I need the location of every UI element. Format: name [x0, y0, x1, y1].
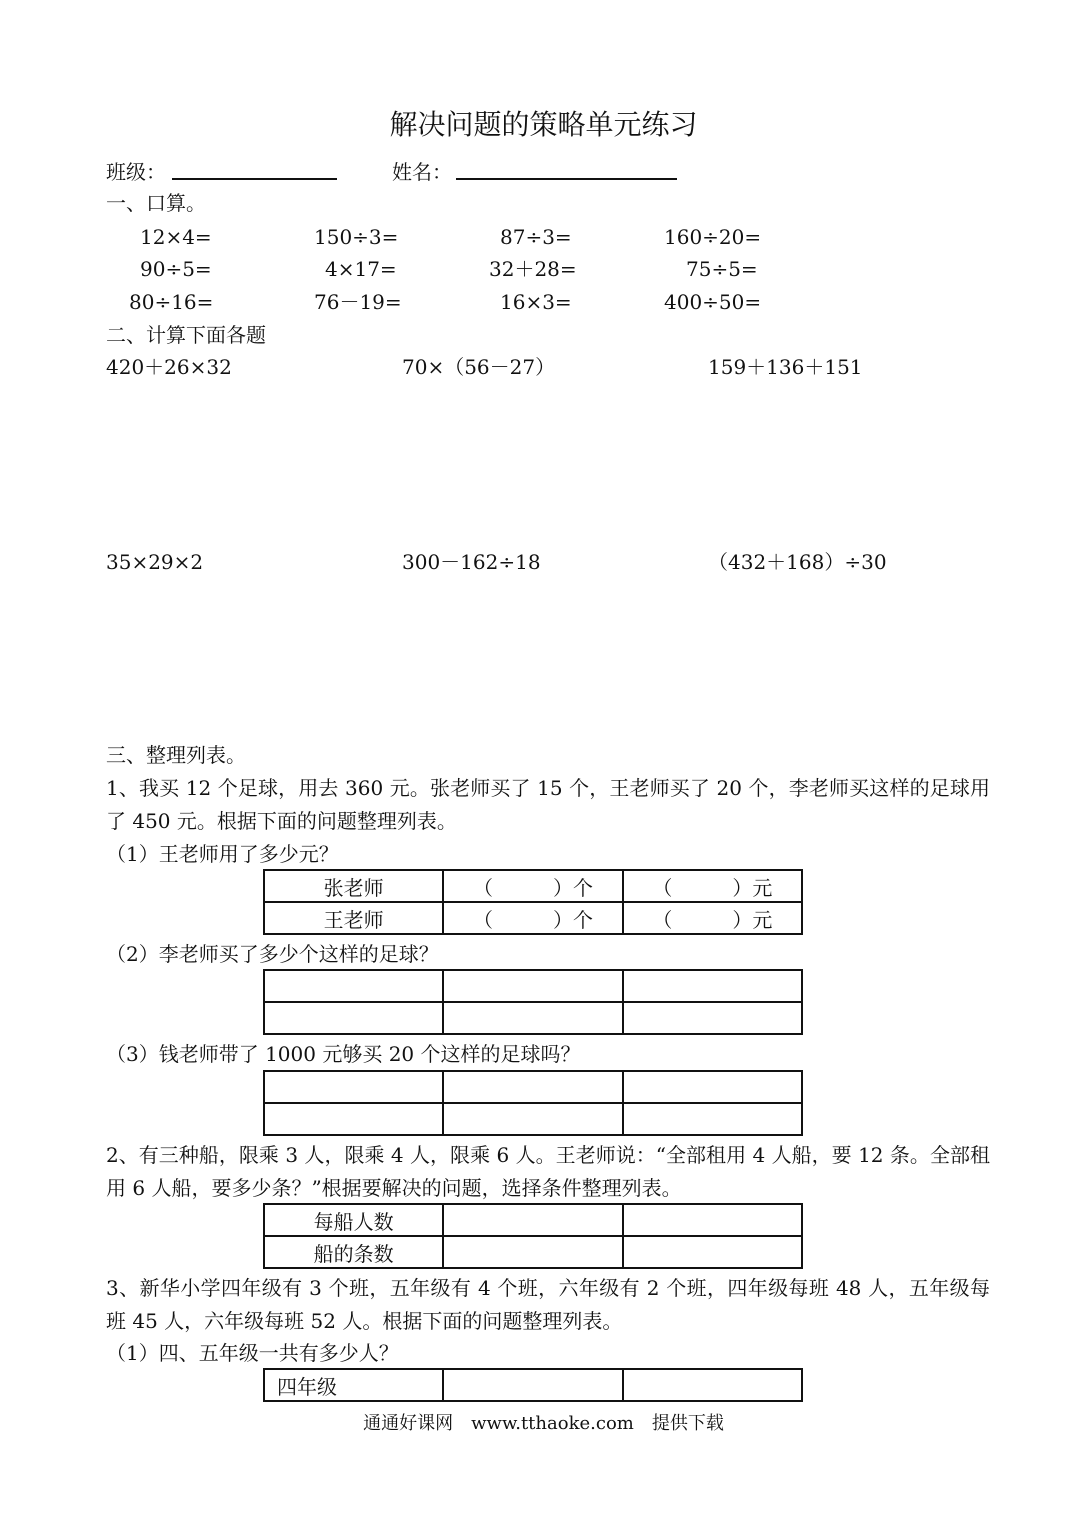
table-cell[interactable]: [443, 1002, 622, 1034]
mental-math-item: 87÷3=: [500, 225, 572, 249]
table-cell[interactable]: [623, 1236, 802, 1268]
table-cell[interactable]: [443, 1369, 622, 1401]
table-cell[interactable]: [623, 970, 802, 1002]
calc-problem: 300－162÷18: [402, 550, 541, 574]
table-cell[interactable]: [443, 1204, 622, 1236]
page-title: 解决问题的策略单元练习: [389, 108, 698, 141]
problem1-q1: （1）王老师用了多少元？: [106, 842, 339, 866]
calc-problem: 70×（56－27）: [402, 355, 556, 379]
problem1-q3-table: [263, 1070, 803, 1136]
table-cell: 王老师: [264, 902, 443, 934]
table-cell[interactable]: [443, 1103, 622, 1135]
class-blank-line[interactable]: [172, 178, 337, 180]
name-label: 姓名：: [392, 160, 452, 184]
table-cell[interactable]: [623, 1103, 802, 1135]
table-cell[interactable]: [623, 1369, 802, 1401]
table-cell[interactable]: [443, 970, 622, 1002]
calc-problem: （432＋168）÷30: [708, 550, 887, 574]
problem1-q2: （2）李老师买了多少个这样的足球？: [106, 942, 439, 966]
calc-problem: 35×29×2: [106, 550, 204, 574]
problem2-table: [263, 1203, 803, 1269]
mental-math-item: 4×17=: [325, 257, 397, 281]
problem1-q2-table: [263, 969, 803, 1035]
problem3-q1: （1）四、五年级一共有多少人？: [106, 1341, 399, 1365]
table-cell[interactable]: [623, 1071, 802, 1103]
table-cell: 船的条数: [264, 1236, 443, 1268]
problem1-q3: （3）钱老师带了 1000 元够买 20 个这样的足球吗？: [106, 1042, 581, 1066]
problem3-q1-table: [263, 1368, 803, 1402]
footer-credit: 通通好课网 www.tthaoke.com 提供下载: [363, 1413, 724, 1434]
table-cell: 每船人数: [264, 1204, 443, 1236]
mental-math-item: 16×3=: [500, 290, 572, 314]
mental-math-item: 12×4=: [140, 225, 212, 249]
problem1-q1-table: [263, 869, 803, 935]
table-cell[interactable]: （ ）个: [443, 870, 622, 902]
mental-math-item: 76－19=: [314, 290, 402, 314]
table-cell: 四年级: [264, 1369, 443, 1401]
calc-problem: 159＋136＋151: [708, 355, 863, 379]
table-cell[interactable]: [623, 1002, 802, 1034]
section2-heading: 二、计算下面各题: [106, 323, 266, 347]
table-cell: 张老师: [264, 870, 443, 902]
mental-math-item: 32＋28=: [489, 257, 577, 281]
table-cell[interactable]: [264, 1002, 443, 1034]
table-cell[interactable]: （ ）个: [443, 902, 622, 934]
name-blank-line[interactable]: [456, 178, 677, 180]
table-cell[interactable]: [443, 1236, 622, 1268]
table-cell[interactable]: [443, 1071, 622, 1103]
table-cell[interactable]: （ ）元: [623, 870, 802, 902]
problem3-text: 3、新华小学四年级有 3 个班，五年级有 4 个班，六年级有 2 个班，四年级每班 48 人，五年级每班 45 人，六年级每班 52 人。根据下面的问题整理列表。: [106, 1276, 990, 1333]
mental-math-item: 160÷20=: [664, 225, 762, 249]
problem2-text: 2、有三种船，限乘 3 人，限乘 4 人，限乘 6 人。王老师说：“全部租用 4 人船，要 12 条。全部租用 6 人船，要多少条？”根据要解决的问题，选择条件整理列表。: [106, 1143, 990, 1200]
table-cell[interactable]: （ ）元: [623, 902, 802, 934]
mental-math-item: 150÷3=: [314, 225, 399, 249]
table-cell[interactable]: [264, 970, 443, 1002]
table-cell[interactable]: [264, 1103, 443, 1135]
section3-heading: 三、整理列表。: [106, 743, 246, 767]
table-cell[interactable]: [264, 1071, 443, 1103]
mental-math-item: 90÷5=: [140, 257, 212, 281]
problem1-text: 1、我买 12 个足球，用去 360 元。张老师买了 15 个，王老师买了 20 个，李老师买这样的足球用了 450 元。根据下面的问题整理列表。: [106, 776, 990, 833]
mental-math-item: 400÷50=: [664, 290, 762, 314]
section1-heading: 一、口算。: [106, 191, 206, 215]
mental-math-item: 75÷5=: [686, 257, 758, 281]
mental-math-item: 80÷16=: [129, 290, 214, 314]
table-cell[interactable]: [623, 1204, 802, 1236]
calc-problem: 420＋26×32: [106, 355, 232, 379]
class-label: 班级：: [106, 160, 166, 184]
